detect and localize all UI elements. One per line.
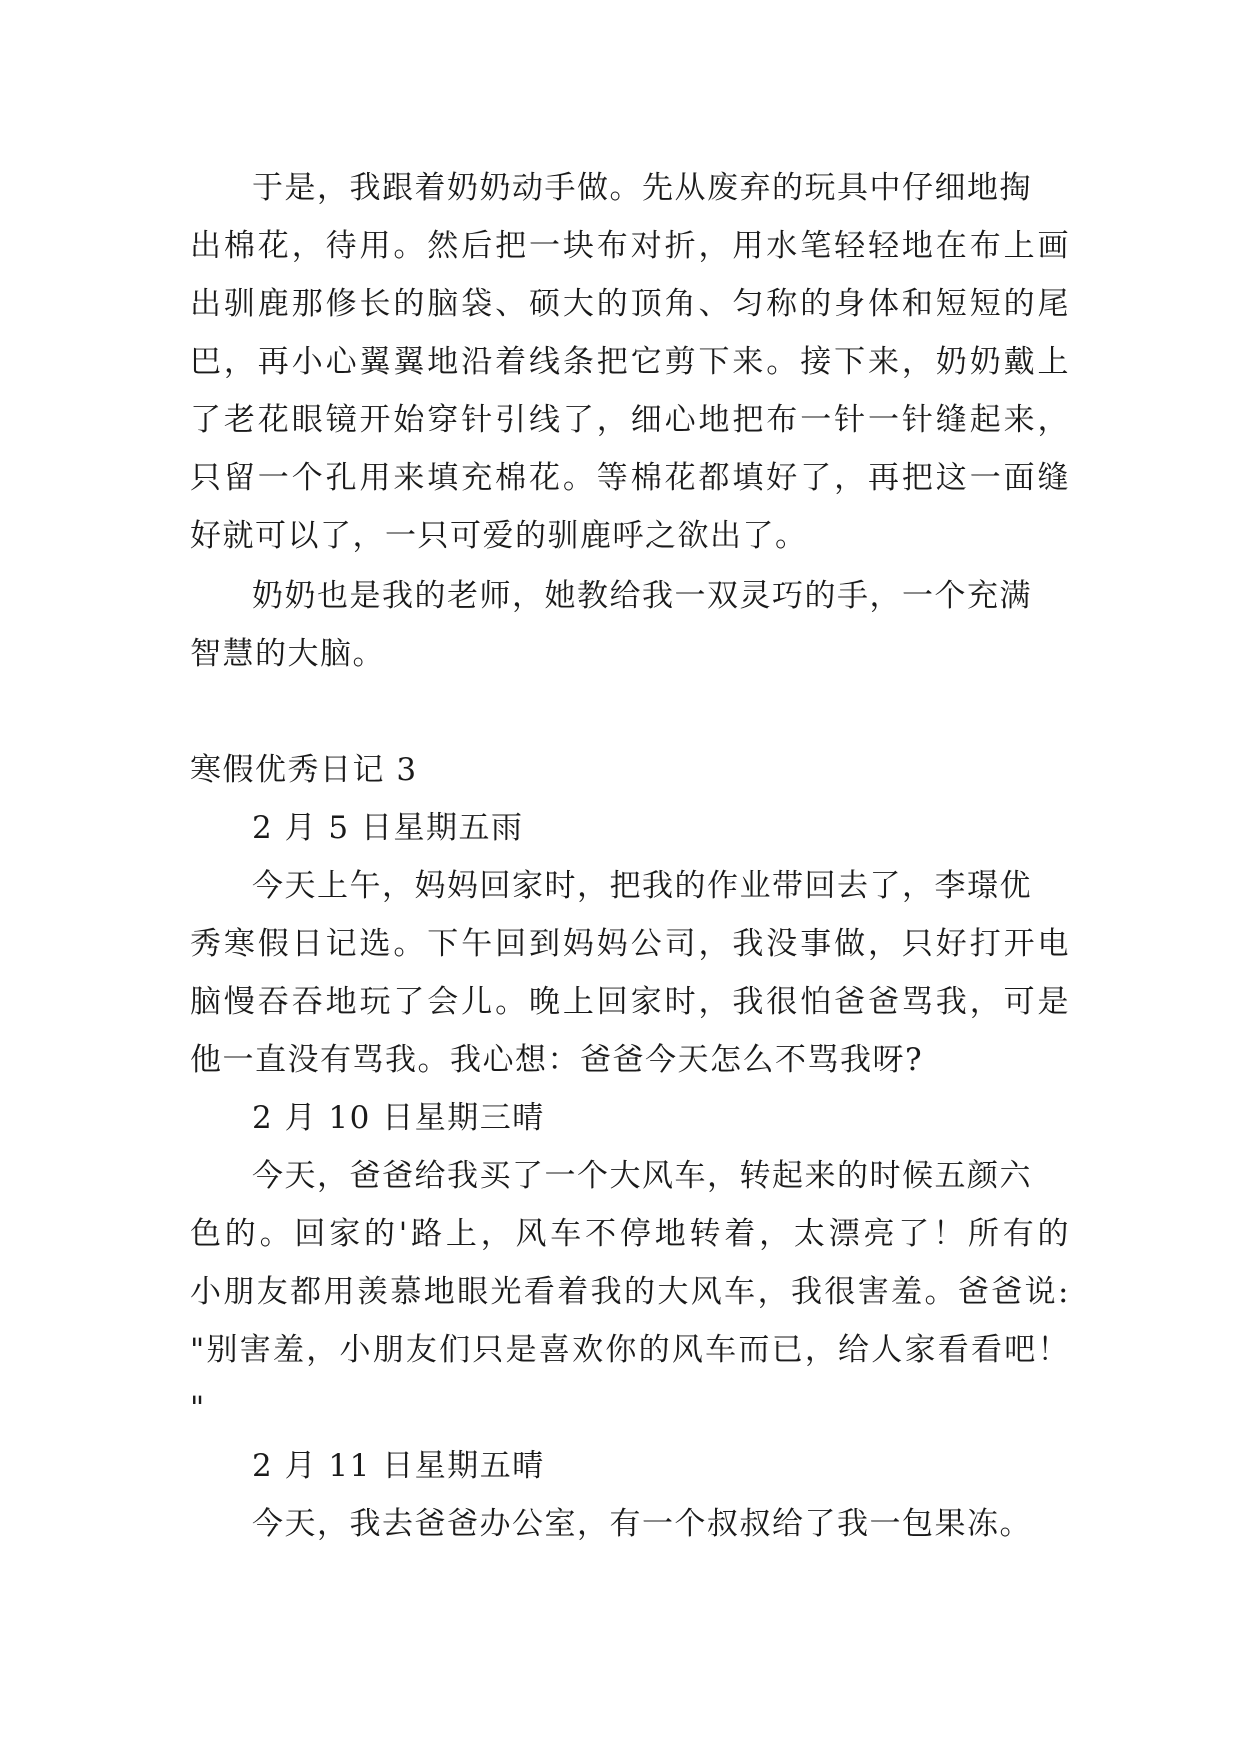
- paragraph-1-line-6: 只留一个孔用来填充棉花。等棉花都填好了，再把这一面缝: [190, 460, 1070, 496]
- section-title: 寒假优秀日记 3: [190, 752, 418, 788]
- paragraph-1-line-5: 了老花眼镜开始穿针引线了，细心地把布一针一针缝起来，: [190, 402, 1070, 438]
- entry-1-date: 2 月 5 日星期五雨: [252, 810, 524, 846]
- entry-2-line-3: 小朋友都用羡慕地眼光看着我的大风车，我很害羞。爸爸说:: [190, 1274, 1070, 1310]
- paragraph-1-line-3: 出驯鹿那修长的脑袋、硕大的顶角、匀称的身体和短短的尾: [190, 286, 1070, 322]
- entry-2-line-2: 色的。回家的'路上，风车不停地转着，太漂亮了！所有的: [190, 1216, 1070, 1252]
- entry-1-line-4: 他一直没有骂我。我心想：爸爸今天怎么不骂我呀?: [190, 1042, 924, 1078]
- entry-3-date: 2 月 11 日星期五晴: [252, 1448, 545, 1484]
- entry-2-line-4: "别害羞，小朋友们只是喜欢你的风车而已，给人家看看吧！: [190, 1332, 1070, 1368]
- entry-2-line-5: ": [190, 1390, 206, 1426]
- entry-2-date: 2 月 10 日星期三晴: [252, 1100, 545, 1136]
- entry-1-line-3: 脑慢吞吞地玩了会儿。晚上回家时，我很怕爸爸骂我，可是: [190, 984, 1070, 1020]
- paragraph-1-line-7: 好就可以了，一只可爱的驯鹿呼之欲出了。: [190, 518, 808, 554]
- entry-1-line-1: 今天上午，妈妈回家时，把我的作业带回去了，李璟优: [252, 868, 1032, 904]
- paragraph-1-line-2: 出棉花，待用。然后把一块布对折，用水笔轻轻地在布上画: [190, 228, 1070, 264]
- entry-3-line-1: 今天，我去爸爸办公室，有一个叔叔给了我一包果冻。: [252, 1506, 1032, 1542]
- paragraph-2-line-1: 奶奶也是我的老师，她教给我一双灵巧的手，一个充满: [252, 578, 1032, 614]
- paragraph-2-line-2: 智慧的大脑。: [190, 636, 385, 672]
- paragraph-1-line-4: 巴，再小心翼翼地沿着线条把它剪下来。接下来，奶奶戴上: [190, 344, 1070, 380]
- entry-2-line-1: 今天，爸爸给我买了一个大风车，转起来的时候五颜六: [252, 1158, 1032, 1194]
- entry-1-line-2: 秀寒假日记选。下午回到妈妈公司，我没事做，只好打开电: [190, 926, 1070, 962]
- paragraph-1-line-1: 于是，我跟着奶奶动手做。先从废弃的玩具中仔细地掏: [252, 170, 1032, 206]
